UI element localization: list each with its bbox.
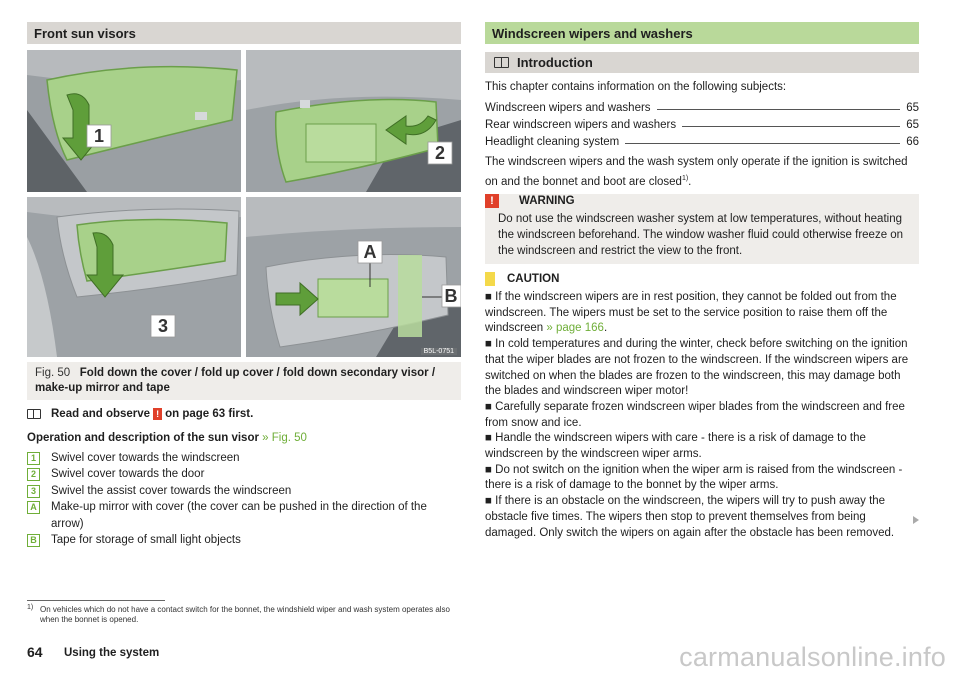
toc-leader bbox=[657, 109, 901, 110]
read-observe-post: on page 63 first. bbox=[165, 408, 254, 420]
section-title-wipers: Windscreen wipers and washers bbox=[485, 22, 919, 44]
operation-heading bbox=[27, 432, 307, 444]
caution-item-text: Do not switch on the ignition when the wiper arm is raised from the windscreen - there is a risk of damage to the bonnet by the wiper arms. bbox=[485, 463, 903, 492]
toc-title: Headlight cleaning system bbox=[485, 136, 620, 148]
footnote-text: On vehicles which do not have a contact switch for the bonnet, the windshield wiper and wash system operates also when the bonnet is opened. bbox=[40, 605, 451, 624]
warning-icon: ! bbox=[485, 194, 499, 208]
toc-page: 65 bbox=[906, 119, 919, 131]
toc-entry[interactable] bbox=[485, 115, 919, 131]
caution-item-text: Handle the windscreen wipers with care - there is a risk of damage to the windscreen by the windscreen wiper arms. bbox=[485, 432, 866, 461]
figure-number: Fig. 50 bbox=[35, 367, 71, 379]
figure-label-3: 3 bbox=[157, 316, 169, 336]
item-text: Swivel cover towards the windscreen bbox=[51, 452, 240, 464]
item-key: B bbox=[27, 534, 40, 547]
caution-item: ■ Handle the windscreen wipers with care - there is a risk of damage to the windscreen by the windscreen wiper arms. bbox=[485, 432, 866, 461]
figure-label-a: A bbox=[363, 242, 377, 262]
intro-text: This chapter contains information on the following subjects: bbox=[485, 81, 787, 93]
caution-item: ■ If there is an obstacle on the windscreen, the wipers will try to push away the obstacle five times. The wipers then stop to prevent themselves from being damaged. Only switch the wipers on again after the obstacle has been removed. bbox=[485, 495, 895, 539]
operation-note-text: The windscreen wipers and the wash system only operate if the ignition is switched on and the bonnet and boot are closed bbox=[485, 156, 908, 188]
toc-leader bbox=[682, 126, 900, 127]
caution-item-text: If there is an obstacle on the windscreen, the wipers will try to push away the obstacle five times. The wipers then stop to prevent themselves from being damaged. Only switch the wipers on again after the obstacle has been removed. bbox=[485, 495, 895, 539]
warning-header bbox=[485, 194, 575, 208]
figure-caption-text: Fold down the cover / fold up cover / fold down secondary visor / make-up mirror and tape bbox=[35, 367, 436, 394]
introduction-bar bbox=[485, 52, 919, 73]
page-reference-link[interactable]: » page 166 bbox=[546, 322, 604, 335]
caution-item: ■ In cold temperatures and during the winter, check before switching on the ignition that the wiper blades are not frozen to the windscreen. If the windscreen wipers are switched on when the blades are frozen to the windscreen, this may damage both the blades and windscreen wiper motor! bbox=[485, 338, 909, 398]
section-title-sun-visors: Front sun visors bbox=[27, 22, 461, 44]
warning-box bbox=[485, 194, 919, 264]
list-item bbox=[27, 466, 461, 482]
item-key: A bbox=[27, 501, 40, 514]
read-observe-pre: Read and observe bbox=[51, 408, 151, 420]
warning-title: WARNING bbox=[519, 195, 575, 207]
toc-title: Windscreen wipers and washers bbox=[485, 102, 651, 114]
item-key: 1 bbox=[27, 452, 40, 465]
list-item bbox=[27, 499, 461, 532]
toc-leader bbox=[625, 143, 900, 144]
figure-caption bbox=[27, 362, 461, 400]
caution-item-tail: . bbox=[603, 322, 608, 335]
warning-mini-icon: ! bbox=[153, 408, 162, 420]
toc-entry[interactable] bbox=[485, 98, 919, 114]
warning-text: Do not use the windscreen washer system at low temperatures, without heating the windscreen beforehand. The window washer fluid could otherwise freeze on the windscreen and restrict the view to the front. bbox=[498, 213, 904, 257]
list-item bbox=[27, 532, 461, 548]
introduction-title: Introduction bbox=[517, 55, 593, 70]
footnote-mark: 1) bbox=[27, 604, 34, 611]
list-item bbox=[27, 450, 461, 466]
footnote-ref[interactable]: 1) bbox=[681, 174, 689, 182]
caution-icon bbox=[485, 272, 495, 286]
book-icon bbox=[27, 409, 41, 419]
toc-title: Rear windscreen wipers and washers bbox=[485, 119, 677, 131]
figure-code: B5L-0751 bbox=[421, 348, 457, 355]
chapter-title: Using the system bbox=[64, 647, 160, 659]
figure-panel-1 bbox=[27, 50, 241, 192]
caution-item-text: If the windscreen wipers are in rest position, they cannot be folded out from the windscreen. The wipers must be set to the service position to raise them off the windscreen bbox=[485, 291, 897, 335]
figure-panel-4 bbox=[246, 197, 461, 357]
operation-note: The windscreen wipers and the wash system only operate if the ignition is switched on and the bonnet and boot are closed$^{1)}$. bbox=[485, 156, 908, 188]
item-text: Swivel cover towards the door bbox=[51, 468, 205, 481]
caution-title: CAUTION bbox=[507, 273, 560, 285]
sun-visor-figure bbox=[27, 50, 461, 357]
book-icon bbox=[494, 57, 509, 68]
operation-heading-text: Operation and description of the sun visor bbox=[27, 432, 259, 444]
continue-arrow-icon bbox=[913, 516, 919, 524]
toc-page: 66 bbox=[906, 136, 919, 148]
toc-entry[interactable] bbox=[485, 132, 919, 148]
item-text: Swivel the assist cover towards the windscreen bbox=[51, 484, 292, 497]
caution-body bbox=[485, 290, 919, 541]
watermark: carmanualsonline.info bbox=[679, 642, 946, 672]
figure-panel-2 bbox=[246, 50, 461, 192]
caution-item-text: Carefully separate frozen windscreen wiper blades from the windscreen and free from snow and ice. bbox=[485, 400, 905, 429]
figure-reference-link[interactable]: » Fig. 50 bbox=[262, 432, 307, 444]
caution-header bbox=[485, 272, 559, 286]
list-item bbox=[27, 483, 461, 499]
caution-item: ■ Do not switch on the ignition when the wiper arm is raised from the windscreen - there is a risk of damage to the bonnet by the wiper arms. bbox=[485, 463, 903, 492]
caution-item: ■ Carefully separate frozen windscreen wiper blades from the windscreen and free from snow and ice. bbox=[485, 400, 905, 429]
toc-page: 65 bbox=[906, 102, 919, 114]
item-text: Tape for storage of small light objects bbox=[51, 534, 241, 547]
figure-label-b: B bbox=[444, 286, 458, 306]
figure-label-1: 1 bbox=[93, 126, 105, 146]
item-key: 2 bbox=[27, 468, 40, 481]
item-text: Make-up mirror with cover (the cover can be pushed in the direction of the arrow) bbox=[51, 501, 427, 530]
read-observe-line bbox=[27, 406, 461, 422]
item-key: 3 bbox=[27, 485, 40, 498]
operation-list bbox=[27, 450, 461, 548]
caution-item: ■ If the windscreen wipers are in rest position, they cannot be folded out from the windscreen. The wipers must be set to the service position to raise them off the windscreen » page 166. bbox=[485, 291, 897, 335]
figure-panel-3 bbox=[27, 197, 241, 357]
right-column bbox=[485, 22, 919, 539]
footnote-rule bbox=[27, 600, 165, 601]
caution-item-text: In cold temperatures and during the winter, check before switching on the ignition that the wiper blades are not frozen to the windscreen. If the windscreen wipers are switched on when the blades are frozen to the windscreen, this may damage both the blades and windscreen wiper motor! bbox=[485, 338, 909, 398]
footnote bbox=[27, 605, 467, 625]
page-number: 64 bbox=[27, 644, 43, 660]
left-column bbox=[27, 22, 461, 547]
figure-label-2: 2 bbox=[434, 143, 446, 163]
